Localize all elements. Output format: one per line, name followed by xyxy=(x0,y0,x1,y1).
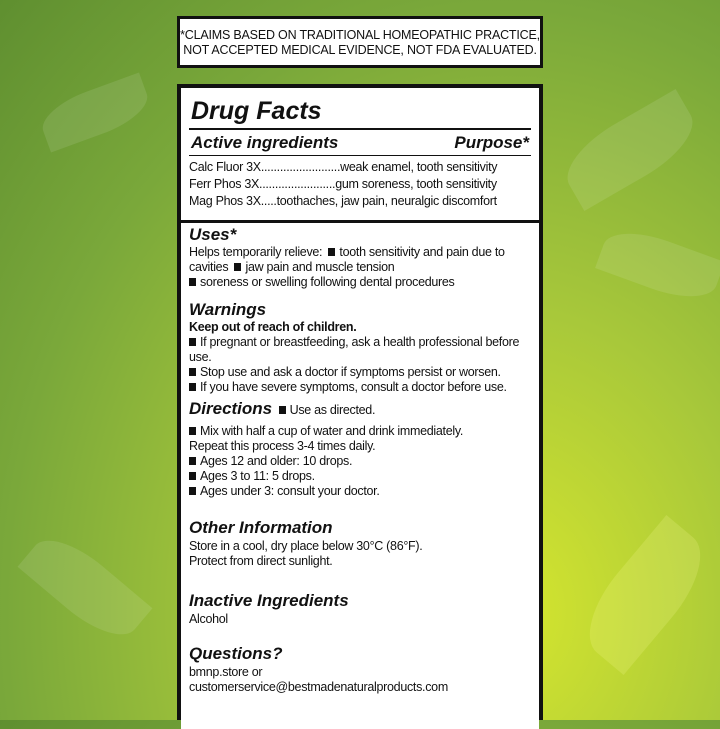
warning-text: Stop use and ask a doctor if symptoms persist or worsen. xyxy=(200,365,501,379)
inactive-heading: Inactive Ingredients xyxy=(189,591,349,610)
directions-first xyxy=(277,403,376,417)
active-header-row xyxy=(189,133,531,153)
directions-heading: Directions xyxy=(189,399,273,418)
ingredient-line: Calc Fluor 3X.........................weak enamel, tooth sensitivity xyxy=(189,160,498,174)
bullet-icon xyxy=(189,457,196,465)
bullet-icon xyxy=(189,472,196,480)
questions-line-1: bmnp.store or xyxy=(189,665,263,679)
warning-text: If pregnant or breastfeeding, ask a health professional before use. xyxy=(189,335,520,364)
active-ingredients-heading: Active ingredients xyxy=(191,133,339,152)
questions-contact-link[interactable]: customerservice@bestmadenaturalproducts.com xyxy=(189,680,448,694)
leaf-decoration xyxy=(570,515,720,675)
directions-item xyxy=(189,469,531,484)
directions-mix-text: Mix with half a cup of water and drink immediately. xyxy=(200,424,464,438)
keep-out-text: Keep out of reach of children. xyxy=(189,320,357,334)
directions-section xyxy=(181,395,539,515)
bullet-icon xyxy=(189,487,196,495)
warning-text: If you have severe symptoms, consult a doctor before use. xyxy=(200,380,507,394)
uses-item-3: soreness or swelling following dental procedures xyxy=(200,275,455,289)
drug-facts-title: Drug Facts xyxy=(191,97,322,125)
bullet-icon xyxy=(189,278,196,286)
directions-first-text: Use as directed. xyxy=(289,403,376,417)
active-ingredients-section xyxy=(181,88,539,220)
ingredient-line: Mag Phos 3X.....toothaches, jaw pain, neuralgic discomfort xyxy=(189,194,497,208)
other-info-heading: Other Information xyxy=(189,518,333,537)
questions-section xyxy=(181,637,539,729)
other-info-line-2: Protect from direct sunlight. xyxy=(189,554,333,568)
bullet-icon xyxy=(279,406,286,414)
directions-item xyxy=(189,454,531,469)
leaf-decoration xyxy=(554,89,705,211)
warning-item xyxy=(189,365,531,380)
directions-repeat: Repeat this process 3-4 times daily. xyxy=(189,439,376,453)
directions-item-text: Ages 12 and older: 10 drops. xyxy=(200,454,353,468)
title-rule xyxy=(189,128,531,130)
warning-item xyxy=(189,335,531,365)
leaf-decoration xyxy=(36,73,155,153)
inactive-ingredients-section xyxy=(181,584,539,645)
claims-line-2: NOT ACCEPTED MEDICAL EVIDENCE, NOT FDA EVALUATED. xyxy=(183,43,537,57)
bullet-icon xyxy=(234,263,241,271)
uses-item-1b: cavities xyxy=(189,260,229,274)
warning-item xyxy=(189,380,531,395)
bullet-icon xyxy=(189,383,196,391)
uses-line-3 xyxy=(189,275,531,290)
drug-facts-panel xyxy=(177,84,543,720)
claims-line-1: *CLAIMS BASED ON TRADITIONAL HOMEOPATHIC PRACTICE, xyxy=(180,28,540,42)
bullet-icon xyxy=(328,248,335,256)
leaf-decoration xyxy=(18,525,153,651)
directions-item-text: Ages under 3: consult your doctor. xyxy=(200,484,380,498)
purpose-heading: Purpose* xyxy=(454,133,529,152)
header-rule xyxy=(189,155,531,156)
other-info-section xyxy=(181,511,539,592)
uses-section xyxy=(181,223,539,296)
warnings-heading: Warnings xyxy=(189,300,267,319)
bullet-icon xyxy=(189,368,196,376)
directions-mix xyxy=(189,424,531,439)
uses-line-2 xyxy=(189,260,531,275)
directions-header-line xyxy=(189,399,531,420)
leaf-decoration xyxy=(595,221,720,309)
ingredient-line: Ferr Phos 3X........................gum soreness, tooth sensitivity xyxy=(189,177,497,191)
claims-disclaimer xyxy=(177,16,543,68)
uses-heading: Uses* xyxy=(189,225,237,244)
inactive-value: Alcohol xyxy=(189,612,228,626)
other-info-line-1: Store in a cool, dry place below 30°C (86°F). xyxy=(189,539,423,553)
bullet-icon xyxy=(189,427,196,435)
directions-item-text: Ages 3 to 11: 5 drops. xyxy=(200,469,315,483)
uses-item-2: jaw pain and muscle tension xyxy=(245,260,395,274)
uses-line-1 xyxy=(189,245,531,260)
bullet-icon xyxy=(189,338,196,346)
directions-item xyxy=(189,484,531,499)
questions-heading: Questions? xyxy=(189,644,283,663)
uses-intro: Helps temporarily relieve: xyxy=(189,245,323,259)
warnings-section xyxy=(181,296,539,399)
uses-item-1a: tooth sensitivity and pain due to xyxy=(339,245,505,259)
